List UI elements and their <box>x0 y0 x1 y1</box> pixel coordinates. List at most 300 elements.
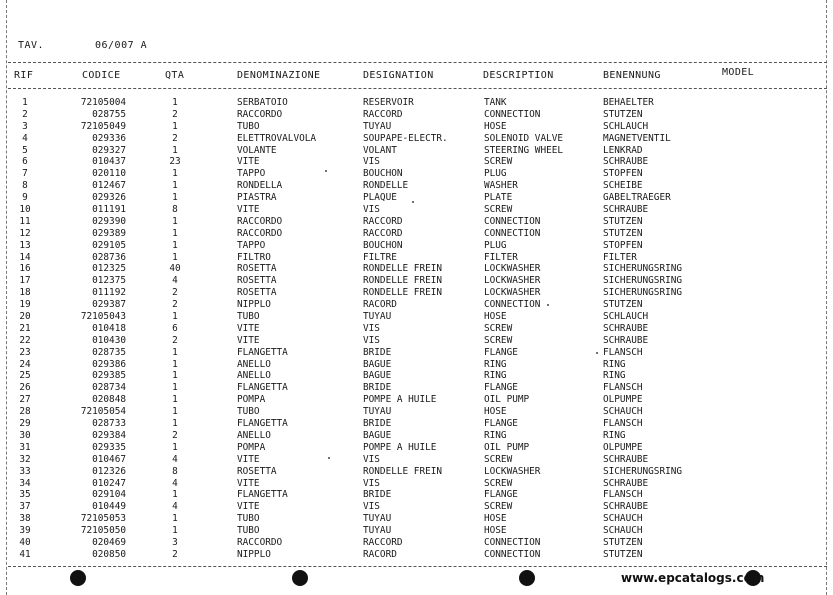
code-cell: 029326 <box>92 192 126 204</box>
qty-cell: 1 <box>172 120 178 132</box>
english-name-cell: SCREW <box>484 453 513 465</box>
table-row <box>0 263 833 275</box>
qty-cell: 2 <box>172 548 178 560</box>
table-row <box>0 537 833 549</box>
code-cell: 029105 <box>92 239 126 251</box>
code-cell: 012375 <box>92 275 126 287</box>
code-cell: 010467 <box>92 453 126 465</box>
header-rule-bottom <box>8 88 827 89</box>
qty-cell: 1 <box>172 370 178 382</box>
french-name-cell: VIS <box>363 156 380 168</box>
table-row <box>0 216 833 228</box>
french-name-cell: RONDELLE FREIN <box>363 287 443 299</box>
french-name-cell: VIS <box>363 204 380 216</box>
rif-cell: 27 <box>19 394 31 406</box>
rif-cell: 29 <box>19 418 31 430</box>
qty-cell: 1 <box>172 346 178 358</box>
binder-hole <box>519 570 535 586</box>
rif-cell: 37 <box>19 501 31 513</box>
italian-name-cell: ELETTROVALVOLA <box>237 132 317 144</box>
code-cell: 028736 <box>92 251 126 263</box>
french-name-cell: TUYAU <box>363 406 392 418</box>
french-name-cell: RACCORD <box>363 536 403 548</box>
french-name-cell: BAGUE <box>363 429 392 441</box>
french-name-cell: POMPE A HUILE <box>363 394 437 406</box>
table-row <box>0 430 833 442</box>
german-name-cell: STUTZEN <box>603 215 643 227</box>
english-name-cell: PLATE <box>484 192 513 204</box>
rif-cell: 25 <box>19 370 31 382</box>
english-name-cell: SCREW <box>484 322 513 334</box>
english-name-cell: CONNECTION <box>484 536 541 548</box>
english-name-cell: FLANGE <box>484 382 518 394</box>
table-row <box>0 168 833 180</box>
german-name-cell: STOPFEN <box>603 239 643 251</box>
scan-speck <box>547 304 549 306</box>
french-name-cell: RACCORD <box>363 227 403 239</box>
french-name-cell: BAGUE <box>363 370 392 382</box>
code-cell: 028755 <box>92 108 126 120</box>
french-name-cell: SOUPAPE-ELECTR. <box>363 132 448 144</box>
german-name-cell: SCHAUCH <box>603 406 643 418</box>
table-row <box>0 454 833 466</box>
italian-name-cell: FILTRO <box>237 251 271 263</box>
table-row <box>0 180 833 192</box>
col-qta: QTA <box>165 70 185 81</box>
french-name-cell: TUYAU <box>363 120 392 132</box>
code-cell: 029104 <box>92 489 126 501</box>
german-name-cell: SCHRAUBE <box>603 322 649 334</box>
rif-cell: 38 <box>19 513 31 525</box>
qty-cell: 23 <box>169 156 181 168</box>
qty-cell: 2 <box>172 108 178 120</box>
code-cell: 012467 <box>92 180 126 192</box>
code-cell: 72105043 <box>80 311 126 323</box>
qty-cell: 1 <box>172 192 178 204</box>
rif-cell: 19 <box>19 299 31 311</box>
qty-cell: 4 <box>172 453 178 465</box>
qty-cell: 4 <box>172 275 178 287</box>
table-row <box>0 97 833 109</box>
rif-cell: 9 <box>22 192 28 204</box>
table-row <box>0 240 833 252</box>
rif-cell: 40 <box>19 536 31 548</box>
english-name-cell: CONNECTION <box>484 108 541 120</box>
qty-cell: 2 <box>172 429 178 441</box>
qty-cell: 40 <box>169 263 181 275</box>
italian-name-cell: VITE <box>237 477 260 489</box>
table-label: TAV. <box>18 40 45 51</box>
italian-name-cell: ROSETTA <box>237 465 277 477</box>
table-code: 06/007 A <box>95 40 148 51</box>
german-name-cell: SCHRAUBE <box>603 156 649 168</box>
qty-cell: 1 <box>172 525 178 537</box>
german-name-cell: STUTZEN <box>603 299 643 311</box>
rif-cell: 41 <box>19 548 31 560</box>
german-name-cell: LENKRAD <box>603 144 643 156</box>
table-row <box>0 347 833 359</box>
italian-name-cell: ANELLO <box>237 370 271 382</box>
german-name-cell: RING <box>603 370 626 382</box>
col-model: MODEL <box>722 67 755 78</box>
french-name-cell: RONDELLE FREIN <box>363 465 443 477</box>
english-name-cell: HOSE <box>484 311 507 323</box>
french-name-cell: VIS <box>363 453 380 465</box>
code-cell: 010430 <box>92 334 126 346</box>
german-name-cell: SICHERUNGSRING <box>603 275 683 287</box>
code-cell: 029385 <box>92 370 126 382</box>
qty-cell: 1 <box>172 358 178 370</box>
rif-cell: 17 <box>19 275 31 287</box>
scan-speck <box>596 352 598 354</box>
italian-name-cell: RACCORDO <box>237 215 283 227</box>
italian-name-cell: ROSETTA <box>237 287 277 299</box>
italian-name-cell: VOLANTE <box>237 144 277 156</box>
parts-table <box>0 97 833 561</box>
rif-cell: 32 <box>19 453 31 465</box>
english-name-cell: FILTER <box>484 251 518 263</box>
english-name-cell: HOSE <box>484 406 507 418</box>
italian-name-cell: FLANGETTA <box>237 382 288 394</box>
french-name-cell: BOUCHON <box>363 239 403 251</box>
qty-cell: 1 <box>172 168 178 180</box>
table-row <box>0 418 833 430</box>
qty-cell: 1 <box>172 394 178 406</box>
italian-name-cell: TUBO <box>237 120 260 132</box>
english-name-cell: CONNECTION <box>484 227 541 239</box>
rif-cell: 14 <box>19 251 31 263</box>
qty-cell: 4 <box>172 477 178 489</box>
code-cell: 011191 <box>92 204 126 216</box>
qty-cell: 1 <box>172 489 178 501</box>
table-row <box>0 311 833 323</box>
qty-cell: 1 <box>172 406 178 418</box>
english-name-cell: PLUG <box>484 239 507 251</box>
german-name-cell: FLANSCH <box>603 382 643 394</box>
german-name-cell: SCHAUCH <box>603 513 643 525</box>
german-name-cell: SCHRAUBE <box>603 453 649 465</box>
code-cell: 028733 <box>92 418 126 430</box>
binder-hole <box>70 570 86 586</box>
qty-cell: 1 <box>172 251 178 263</box>
french-name-cell: RESERVOIR <box>363 97 414 108</box>
qty-cell: 1 <box>172 382 178 394</box>
french-name-cell: VOLANT <box>363 144 397 156</box>
english-name-cell: FLANGE <box>484 418 518 430</box>
code-cell: 020850 <box>92 548 126 560</box>
english-name-cell: FLANGE <box>484 346 518 358</box>
italian-name-cell: VITE <box>237 156 260 168</box>
code-cell: 010449 <box>92 501 126 513</box>
code-cell: 72105050 <box>80 525 126 537</box>
rif-cell: 18 <box>19 287 31 299</box>
table-row <box>0 145 833 157</box>
german-name-cell: SICHERUNGSRING <box>603 287 683 299</box>
table-row <box>0 109 833 121</box>
french-name-cell: BAGUE <box>363 358 392 370</box>
table-row <box>0 323 833 335</box>
qty-cell: 2 <box>172 299 178 311</box>
rif-cell: 39 <box>19 525 31 537</box>
table-row <box>0 204 833 216</box>
english-name-cell: FLANGE <box>484 489 518 501</box>
qty-cell: 8 <box>172 204 178 216</box>
italian-name-cell: PIASTRA <box>237 192 277 204</box>
table-row <box>0 489 833 501</box>
italian-name-cell: VITE <box>237 322 260 334</box>
code-cell: 029390 <box>92 215 126 227</box>
english-name-cell: HOSE <box>484 120 507 132</box>
rif-cell: 8 <box>22 180 28 192</box>
qty-cell: 8 <box>172 465 178 477</box>
rif-cell: 21 <box>19 322 31 334</box>
qty-cell: 1 <box>172 311 178 323</box>
german-name-cell: FLANSCH <box>603 346 643 358</box>
scan-speck <box>412 201 414 203</box>
english-name-cell: SCREW <box>484 501 513 513</box>
english-name-cell: RING <box>484 358 507 370</box>
scan-speck <box>328 457 330 459</box>
code-cell: 029386 <box>92 358 126 370</box>
italian-name-cell: VITE <box>237 501 260 513</box>
english-name-cell: SCREW <box>484 477 513 489</box>
english-name-cell: SCREW <box>484 334 513 346</box>
code-cell: 72105004 <box>80 97 126 108</box>
col-codice: CODICE <box>82 70 121 81</box>
french-name-cell: BRIDE <box>363 382 392 394</box>
english-name-cell: HOSE <box>484 525 507 537</box>
rif-cell: 33 <box>19 465 31 477</box>
italian-name-cell: RACCORDO <box>237 227 283 239</box>
table-row <box>0 466 833 478</box>
table-row <box>0 513 833 525</box>
german-name-cell: STOPFEN <box>603 168 643 180</box>
code-cell: 012325 <box>92 263 126 275</box>
german-name-cell: STUTZEN <box>603 108 643 120</box>
table-row <box>0 335 833 347</box>
qty-cell: 1 <box>172 144 178 156</box>
italian-name-cell: TAPPO <box>237 239 266 251</box>
rif-cell: 3 <box>22 120 28 132</box>
italian-name-cell: TUBO <box>237 311 260 323</box>
italian-name-cell: NIPPLO <box>237 299 271 311</box>
code-cell: 72105053 <box>80 513 126 525</box>
italian-name-cell: TUBO <box>237 406 260 418</box>
italian-name-cell: VITE <box>237 334 260 346</box>
french-name-cell: BOUCHON <box>363 168 403 180</box>
table-row <box>0 359 833 371</box>
qty-cell: 1 <box>172 418 178 430</box>
rif-cell: 13 <box>19 239 31 251</box>
code-cell: 020469 <box>92 536 126 548</box>
french-name-cell: RACORD <box>363 548 397 560</box>
french-name-cell: PLAQUE <box>363 192 397 204</box>
french-name-cell: VIS <box>363 334 380 346</box>
table-row <box>0 228 833 240</box>
english-name-cell: SCREW <box>484 204 513 216</box>
rif-cell: 34 <box>19 477 31 489</box>
code-cell: 029327 <box>92 144 126 156</box>
french-name-cell: VIS <box>363 501 380 513</box>
german-name-cell: SICHERUNGSRING <box>603 263 683 275</box>
german-name-cell: SCHRAUBE <box>603 477 649 489</box>
italian-name-cell: ROSETTA <box>237 263 277 275</box>
code-cell: 028735 <box>92 346 126 358</box>
french-name-cell: RACCORD <box>363 108 403 120</box>
italian-name-cell: FLANGETTA <box>237 489 288 501</box>
german-name-cell: OLPUMPE <box>603 394 643 406</box>
header-rule-top <box>8 62 827 63</box>
english-name-cell: RING <box>484 370 507 382</box>
code-cell: 72105049 <box>80 120 126 132</box>
french-name-cell: VIS <box>363 477 380 489</box>
code-cell: 029389 <box>92 227 126 239</box>
code-cell: 012326 <box>92 465 126 477</box>
french-name-cell: BRIDE <box>363 346 392 358</box>
col-rif: RIF <box>14 70 34 81</box>
french-name-cell: FILTRE <box>363 251 397 263</box>
qty-cell: 6 <box>172 322 178 334</box>
german-name-cell: SCHRAUBE <box>603 334 649 346</box>
german-name-cell: GABELTRAEGER <box>603 192 671 204</box>
italian-name-cell: POMPA <box>237 441 266 453</box>
german-name-cell: BEHAELTER <box>603 97 654 108</box>
table-row <box>0 121 833 133</box>
english-name-cell: STEERING WHEEL <box>484 144 564 156</box>
german-name-cell: RING <box>603 358 626 370</box>
german-name-cell: STUTZEN <box>603 536 643 548</box>
table-row <box>0 133 833 145</box>
table-row <box>0 501 833 513</box>
german-name-cell: FLANSCH <box>603 418 643 430</box>
german-name-cell: FLANSCH <box>603 489 643 501</box>
german-name-cell: OLPUMPE <box>603 441 643 453</box>
code-cell: 72105054 <box>80 406 126 418</box>
english-name-cell: TANK <box>484 97 507 108</box>
qty-cell: 1 <box>172 97 178 108</box>
english-name-cell: RING <box>484 429 507 441</box>
qty-cell: 1 <box>172 441 178 453</box>
rif-cell: 31 <box>19 441 31 453</box>
italian-name-cell: TUBO <box>237 525 260 537</box>
table-row <box>0 406 833 418</box>
rif-cell: 5 <box>22 144 28 156</box>
footer-rule <box>8 566 827 567</box>
italian-name-cell: POMPA <box>237 394 266 406</box>
english-name-cell: LOCKWASHER <box>484 465 541 477</box>
rif-cell: 20 <box>19 311 31 323</box>
rif-cell: 11 <box>19 215 31 227</box>
german-name-cell: MAGNETVENTIL <box>603 132 671 144</box>
rif-cell: 4 <box>22 132 28 144</box>
french-name-cell: TUYAU <box>363 311 392 323</box>
italian-name-cell: ANELLO <box>237 358 271 370</box>
english-name-cell: WASHER <box>484 180 518 192</box>
french-name-cell: RACCORD <box>363 215 403 227</box>
english-name-cell: LOCKWASHER <box>484 263 541 275</box>
italian-name-cell: VITE <box>237 453 260 465</box>
italian-name-cell: RACCORDO <box>237 108 283 120</box>
english-name-cell: SCREW <box>484 156 513 168</box>
watermark-url: www.epcatalogs.com <box>621 571 765 585</box>
code-cell: 010247 <box>92 477 126 489</box>
french-name-cell: BRIDE <box>363 489 392 501</box>
rif-cell: 7 <box>22 168 28 180</box>
italian-name-cell: NIPPLO <box>237 548 271 560</box>
french-name-cell: TUYAU <box>363 525 392 537</box>
table-row <box>0 525 833 537</box>
rif-cell: 6 <box>22 156 28 168</box>
code-cell: 020110 <box>92 168 126 180</box>
col-benennung: BENENNUNG <box>603 70 661 81</box>
table-row <box>0 442 833 454</box>
table-row <box>0 275 833 287</box>
rif-cell: 22 <box>19 334 31 346</box>
english-name-cell: LOCKWASHER <box>484 275 541 287</box>
rif-cell: 35 <box>19 489 31 501</box>
french-name-cell: RONDELLE FREIN <box>363 263 443 275</box>
qty-cell: 1 <box>172 513 178 525</box>
code-cell: 029335 <box>92 441 126 453</box>
qty-cell: 2 <box>172 132 178 144</box>
table-row <box>0 382 833 394</box>
german-name-cell: SCHRAUBE <box>603 204 649 216</box>
col-designation: DESIGNATION <box>363 70 434 81</box>
italian-name-cell: FLANGETTA <box>237 418 288 430</box>
french-name-cell: RONDELLE FREIN <box>363 275 443 287</box>
italian-name-cell: ROSETTA <box>237 275 277 287</box>
italian-name-cell: ANELLO <box>237 429 271 441</box>
code-cell: 010418 <box>92 322 126 334</box>
table-row <box>0 287 833 299</box>
rif-cell: 23 <box>19 346 31 358</box>
italian-name-cell: SERBATOIO <box>237 97 288 108</box>
code-cell: 029384 <box>92 429 126 441</box>
german-name-cell: STUTZEN <box>603 227 643 239</box>
qty-cell: 1 <box>172 227 178 239</box>
qty-cell: 2 <box>172 287 178 299</box>
qty-cell: 1 <box>172 180 178 192</box>
rif-cell: 30 <box>19 429 31 441</box>
english-name-cell: CONNECTION <box>484 215 541 227</box>
german-name-cell: SCHEIBE <box>603 180 643 192</box>
rif-cell: 24 <box>19 358 31 370</box>
binder-hole <box>292 570 308 586</box>
german-name-cell: SCHAUCH <box>603 525 643 537</box>
scan-speck <box>325 170 327 172</box>
code-cell: 029387 <box>92 299 126 311</box>
code-cell: 010437 <box>92 156 126 168</box>
italian-name-cell: TUBO <box>237 513 260 525</box>
english-name-cell: CONNECTION <box>484 548 541 560</box>
qty-cell: 4 <box>172 501 178 513</box>
qty-cell: 3 <box>172 536 178 548</box>
italian-name-cell: RACCORDO <box>237 536 283 548</box>
english-name-cell: OIL PUMP <box>484 394 530 406</box>
english-name-cell: OIL PUMP <box>484 441 530 453</box>
german-name-cell: SCHRAUBE <box>603 501 649 513</box>
german-name-cell: FILTER <box>603 251 637 263</box>
italian-name-cell: RONDELLA <box>237 180 283 192</box>
french-name-cell: POMPE A HUILE <box>363 441 437 453</box>
french-name-cell: RONDELLE <box>363 180 409 192</box>
col-description: DESCRIPTION <box>483 70 554 81</box>
table-row <box>0 192 833 204</box>
col-denominazione: DENOMINAZIONE <box>237 70 321 81</box>
code-cell: 029336 <box>92 132 126 144</box>
rif-cell: 28 <box>19 406 31 418</box>
qty-cell: 1 <box>172 239 178 251</box>
